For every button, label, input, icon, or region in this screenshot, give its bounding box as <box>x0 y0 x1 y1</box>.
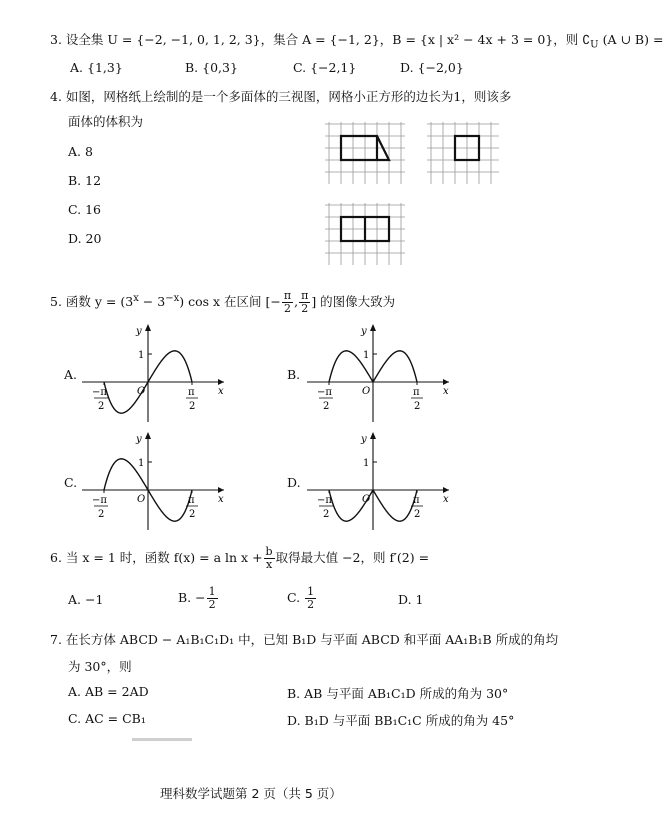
y-axis-arrow <box>370 432 376 439</box>
q7-stem-line1: 7. 在长方体 ABCD − A₁B₁C₁D₁ 中，已知 B₁D 与平面 ABCD 和平面 AA₁B₁B 所成的角均 <box>50 632 559 647</box>
option-label: B. <box>68 173 82 188</box>
option-label: A. <box>70 60 84 75</box>
x-tick-label-neg-two: 2 <box>98 401 105 412</box>
x-tick-label-neg-two: 2 <box>323 401 330 412</box>
q6-option-d: D. 1 <box>398 592 424 607</box>
q7-stem-line2: 为 30°，则 <box>68 659 132 674</box>
y-axis-arrow <box>145 324 151 331</box>
q5-graph-d-label: D. <box>287 475 301 490</box>
x-tick-label-neg-pi: −π <box>92 387 107 398</box>
q7-option-b: B. AB 与平面 AB₁C₁D 所成的角为 30° <box>287 686 509 701</box>
x-axis-label: x <box>443 386 449 397</box>
x-tick-label-neg-two: 2 <box>98 509 105 520</box>
q5-exp1: x <box>133 292 139 304</box>
x-tick-label-neg-pi: −π <box>92 495 107 506</box>
q6-stem <box>50 546 429 571</box>
y-axis-label: y <box>361 326 367 337</box>
q3-stem-sub: U <box>590 39 599 51</box>
front-view-grid <box>325 122 405 184</box>
q7-option-a: A. AB = 2AD <box>68 684 149 699</box>
option-text: {0,3} <box>202 60 238 75</box>
x-axis-arrow <box>218 487 224 493</box>
x-tick-label-two: 2 <box>189 509 196 520</box>
x-tick-label-two: 2 <box>189 401 196 412</box>
origin-label: O <box>137 386 146 397</box>
q5-graph-d <box>305 430 455 532</box>
x-axis-arrow <box>218 379 224 385</box>
q3-stem <box>50 30 663 51</box>
side-view-grid <box>427 122 499 184</box>
q5-stem-mid: − 3 <box>138 294 166 309</box>
q5-stem-end: ] 的图像大致为 <box>311 294 396 309</box>
x-axis-label: x <box>443 494 449 505</box>
origin-label: O <box>137 494 146 505</box>
scan-smudge <box>132 738 192 741</box>
x-axis-arrow <box>443 487 449 493</box>
option-label: B. <box>185 60 199 75</box>
option-text: 20 <box>85 231 102 246</box>
y-axis-label: y <box>361 434 367 445</box>
x-tick-label-two: 2 <box>414 401 421 412</box>
q6-option-a: A. −1 <box>68 592 104 607</box>
q3-option-c <box>293 60 356 75</box>
x-tick-label-pi: π <box>413 495 420 506</box>
q3-stem-tail: (A ∪ B) = <box>602 32 663 47</box>
q5-graph-b-label: B. <box>287 367 301 382</box>
q3-option-d <box>400 60 464 75</box>
q5-graph-c-label: C. <box>64 475 78 490</box>
y-axis-label: y <box>136 434 142 445</box>
q5-graph-c <box>80 430 230 532</box>
x-tick-label-pi: π <box>413 387 420 398</box>
q5-exp2: −x <box>165 292 180 304</box>
option-text: 8 <box>85 144 93 159</box>
q4-option-a <box>68 144 93 159</box>
q3-option-b <box>185 60 238 75</box>
q4-option-c <box>68 202 101 217</box>
x-tick-label-pi: π <box>188 387 195 398</box>
q5-stem: 5. 函数 $y = (3^x - 3^{-x})$ cos x 在区间 [− $\frac{\pi}{2}$ , $\frac{\pi}{2}$ ] 的图像大致为 <box>50 289 396 315</box>
q5-stem-post: ) cos x 在区间 [− <box>179 294 281 309</box>
q4-stem-line2: 面体的体积为 <box>68 114 144 129</box>
x-tick-label-neg-pi: −π <box>317 387 332 398</box>
origin-label: O <box>362 386 371 397</box>
q5-stem-pre: 5. 函数 y = (3 <box>50 294 134 309</box>
option-text: {−2,1} <box>310 60 357 75</box>
q5-graph-a <box>80 322 230 424</box>
y-axis-arrow <box>370 324 376 331</box>
q6-stem-post: 取得最大值 −2，则 f′(2) = <box>275 550 430 565</box>
q5-graph-a-label: A. <box>64 367 78 382</box>
q4-stem-line1: 4. 如图，网格纸上绘制的是一个多面体的三视图，网格小正方形的边长为1，则该多 <box>50 89 512 104</box>
origin-label: O <box>362 494 371 505</box>
y-axis-label: y <box>136 326 142 337</box>
q5-fraction-1: $\frac{\pi}{2}$ <box>283 289 292 315</box>
q7-option-c: C. AC = CB₁ <box>68 711 146 726</box>
option-label: C. <box>68 202 82 217</box>
option-label: D. <box>400 60 414 75</box>
q6-fraction: $\frac{b}{x}$ <box>265 545 273 571</box>
x-axis-arrow <box>443 379 449 385</box>
q3-option-a <box>70 60 123 75</box>
x-axis-label: x <box>218 386 224 397</box>
option-text: 12 <box>85 173 102 188</box>
option-label: A. <box>68 144 82 159</box>
option-text: {−2,0} <box>417 60 464 75</box>
y-tick-label-1: 1 <box>138 458 145 469</box>
option-text: {1,3} <box>87 60 123 75</box>
q6-option-b: B. − $\frac{1}{2}$ <box>178 585 216 611</box>
q4-option-b <box>68 173 101 188</box>
q4-option-d <box>68 231 101 246</box>
y-axis-arrow <box>145 432 151 439</box>
x-tick-label-pi: π <box>188 495 195 506</box>
x-tick-label-neg-pi: −π <box>317 495 332 506</box>
x-tick-label-neg-two: 2 <box>323 509 330 520</box>
page-footer: 理科数学试题第 2 页（共 5 页） <box>160 786 342 801</box>
y-tick-label-1: 1 <box>138 350 145 361</box>
q3-stem-text: 3. 设全集 U = {−2, −1, 0, 1, 2, 3}，集合 A = {−1, 2}，B = {x | x² − 4x + 3 = 0}，则 ∁ <box>50 32 591 47</box>
q6-stem-pre: 6. 当 x = 1 时，函数 f(x) = a ln x + <box>50 550 263 565</box>
y-tick-label-1: 1 <box>363 350 370 361</box>
q5-fraction-2: $\frac{\pi}{2}$ <box>301 289 309 315</box>
y-tick-label-1: 1 <box>363 458 370 469</box>
option-label: C. <box>293 60 307 75</box>
option-label: D. <box>68 231 82 246</box>
q7-option-d: D. B₁D 与平面 BB₁C₁C 所成的角为 45° <box>287 713 515 728</box>
q5-graph-b <box>305 322 455 424</box>
top-view-grid <box>325 203 405 265</box>
q6-option-c: C. $\frac{1}{2}$ <box>287 585 315 611</box>
option-text: 16 <box>85 202 101 217</box>
x-axis-label: x <box>218 494 224 505</box>
x-tick-label-two: 2 <box>414 509 421 520</box>
